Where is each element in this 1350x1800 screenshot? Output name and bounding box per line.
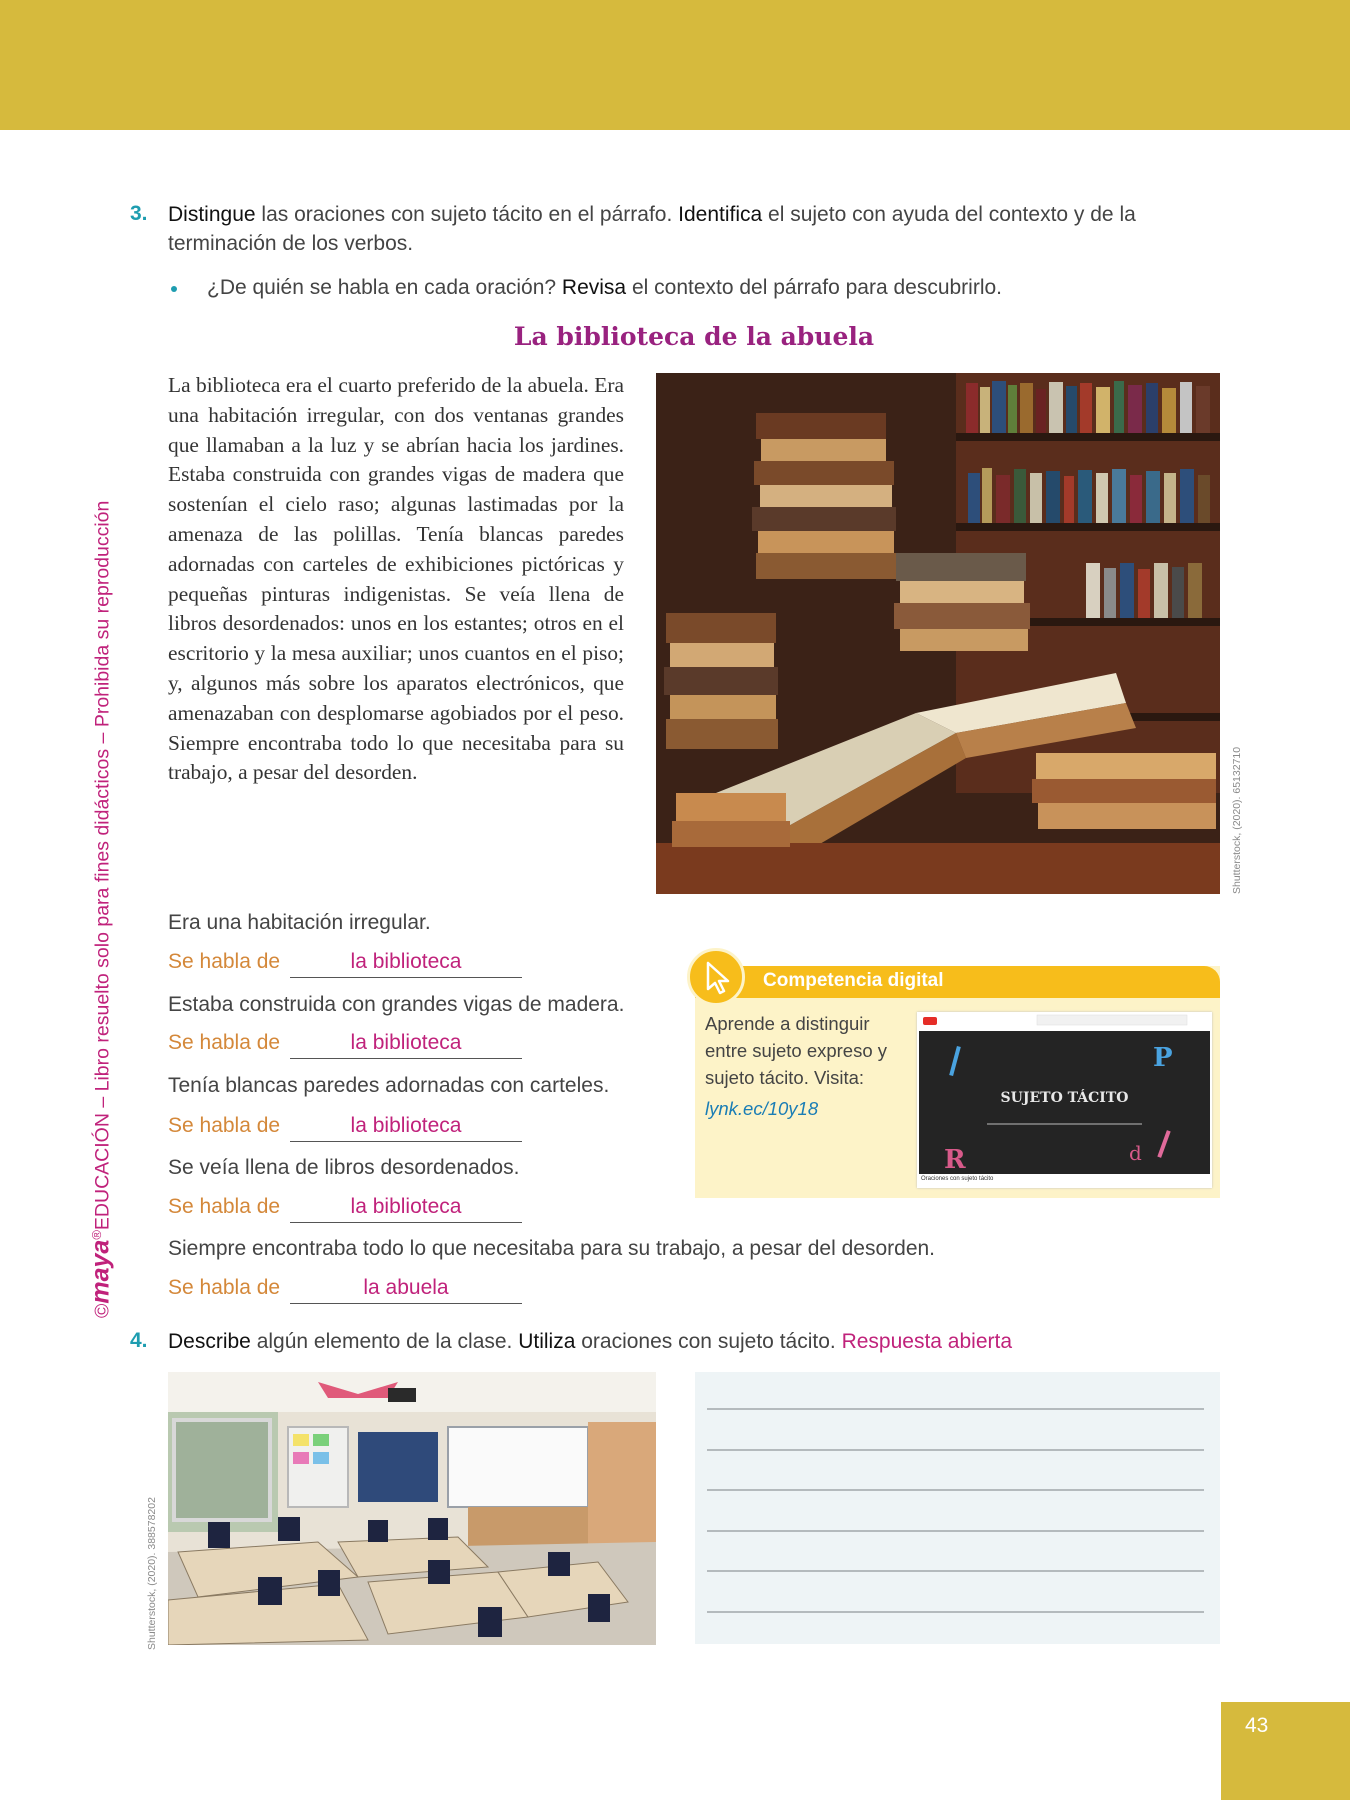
cursor-icon: [687, 948, 745, 1006]
competencia-title: Competencia digital: [763, 970, 944, 991]
item-3-answer-row: [168, 1114, 462, 1142]
question-4-answer: Respuesta abierta: [841, 1330, 1013, 1353]
bullet-icon: [171, 286, 177, 292]
competencia-header: [695, 966, 1220, 998]
page-number-box: [1221, 1702, 1350, 1800]
competencia-text: Aprende a distinguir entre sujeto expreso y sujeto tácito. Visita:: [705, 1013, 888, 1088]
answer-line: [290, 1276, 522, 1304]
writing-line: [707, 1449, 1204, 1451]
item-5-answer: la abuela: [363, 1276, 449, 1299]
library-books-photo: [656, 373, 1220, 894]
item-prefix: Se habla de: [168, 1114, 281, 1137]
question-4-instruction: Describe algún elemento de la clase. Utiliza oraciones con sujeto tácito. Respuesta abierta: [168, 1330, 1013, 1353]
item-4-answer: la biblioteca: [350, 1195, 462, 1218]
writing-line: [707, 1489, 1204, 1491]
competencia-link[interactable]: lynk.ec/10y18: [705, 1098, 819, 1119]
copyright-side-note: ©maya®EDUCACIÓN – Libro resuelto solo para fines didácticos – Prohibida su reproducción: [86, 500, 115, 1318]
item-4-answer-row: [168, 1195, 462, 1223]
question-3-hint: ¿De quién se habla en cada oración? Revisa el contexto del párrafo para descubrirlo.: [207, 276, 1003, 299]
writing-line: [707, 1611, 1204, 1613]
youtube-logo-icon: [923, 1017, 937, 1025]
item-1-answer: la biblioteca: [350, 950, 462, 973]
item-prefix: Se habla de: [168, 1276, 281, 1299]
item-prefix: Se habla de: [168, 1031, 281, 1054]
answer-line: [290, 950, 522, 978]
story-paragraph: La biblioteca era el cuarto preferido de la abuela. Era una habitación irregular, con dos ventanas grandes que llamaban a la luz y se abrían hacia los jardines. Estaba construida con grandes vigas de madera que sostenían el cielo raso; algunas lastimadas por la amenaza de las polillas. Tenía blancas paredes adornadas con carteles de exhibiciones pictóricas y pequeñas pinturas indigenistas. Se veía llena de libros desordenados: unos en los estantes; otros en el escritorio y la mesa auxiliar; unos cuantos en el piso; y, algunos más sobre los aparatos electrónicos, que amenazaban con desplomarse agobiados por el peso. Siempre encontraba todo lo que necesitaba para su trabajo, a pesar del desorden.: [168, 373, 624, 785]
svg-text:P: P: [1153, 1043, 1173, 1073]
video-thumbnail[interactable]: [917, 1012, 1212, 1188]
item-2-answer-row: [168, 1031, 462, 1059]
answer-line: [290, 1195, 522, 1223]
item-1-answer-row: [168, 950, 462, 978]
question-4-number: 4.: [130, 1329, 148, 1352]
svg-text:R: R: [944, 1145, 966, 1175]
item-3-sentence: Tenía blancas paredes adornadas con carteles.: [168, 1074, 610, 1097]
video-title: SUJETO TÁCITO: [1000, 1090, 1129, 1106]
library-photo-credit: Shutterstock, (2020). 65132710: [1231, 746, 1243, 894]
item-1-sentence: Era una habitación irregular.: [168, 911, 431, 934]
answer-line: [290, 1031, 522, 1059]
writing-line: [707, 1408, 1204, 1410]
story-title: La biblioteca de la abuela: [513, 322, 875, 351]
answer-line: [290, 1114, 522, 1142]
maya-logo-text: maya: [86, 1239, 115, 1304]
question-3-number: 3.: [130, 202, 148, 225]
item-2-answer: la biblioteca: [350, 1031, 462, 1054]
item-prefix: Se habla de: [168, 950, 281, 973]
top-color-band: [0, 0, 1350, 130]
item-3-answer: la biblioteca: [350, 1114, 462, 1137]
item-4-sentence: Se veía llena de libros desordenados.: [168, 1156, 520, 1179]
item-5-sentence: Siempre encontraba todo lo que necesitaba para su trabajo, a pesar del desorden.: [168, 1237, 936, 1260]
writing-line: [707, 1570, 1204, 1572]
writing-line: [707, 1530, 1204, 1532]
classroom-photo-credit: Shutterstock, (2020). 388578202: [146, 1497, 158, 1650]
item-prefix: Se habla de: [168, 1195, 281, 1218]
item-2-sentence: Estaba construida con grandes vigas de madera.: [168, 993, 625, 1016]
video-caption: Oraciones con sujeto tácito: [921, 1176, 994, 1182]
svg-text:d: d: [1129, 1141, 1142, 1165]
answer-writing-area[interactable]: [695, 1372, 1220, 1644]
item-5-answer-row: [168, 1276, 449, 1304]
page-number: 43: [1245, 1714, 1269, 1737]
question-3-instruction: Distingue las oraciones con sujeto tácito en el párrafo. Identifica el sujeto con ayuda del contexto y de la terminación de los verbos.: [168, 203, 1136, 255]
competencia-digital-box: [695, 966, 1220, 1198]
classroom-photo: [168, 1372, 656, 1645]
